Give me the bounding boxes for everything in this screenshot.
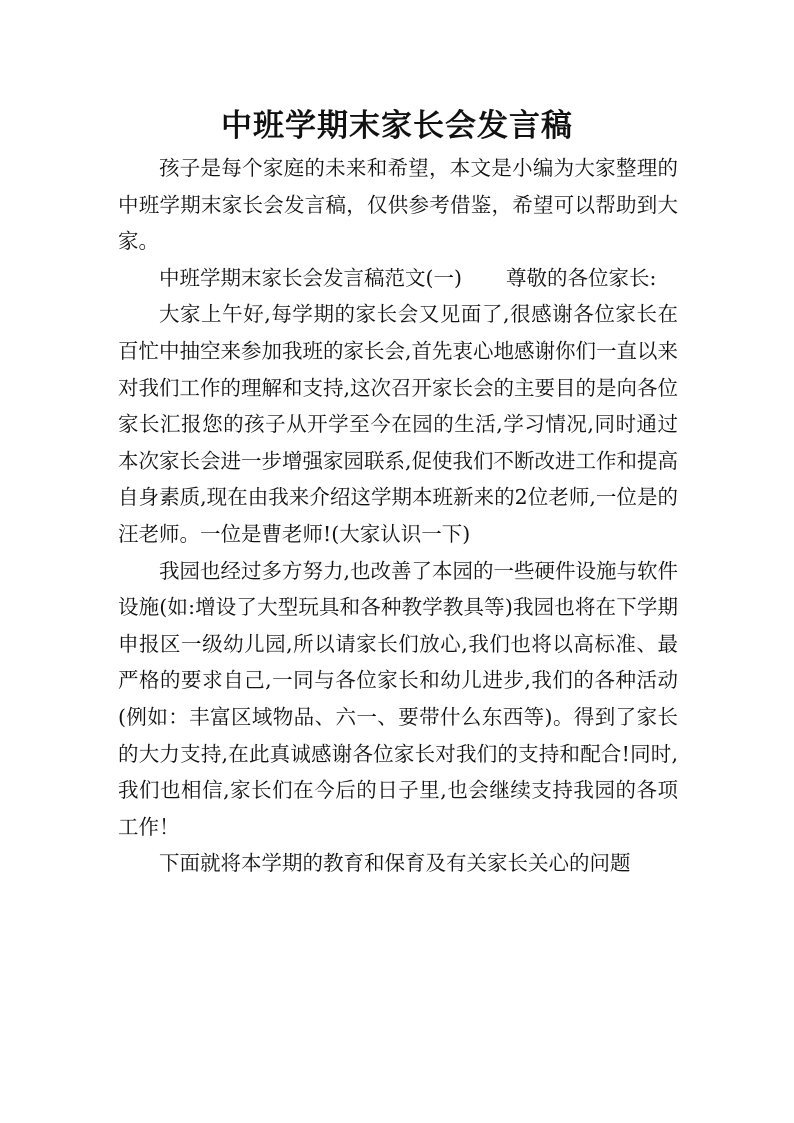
document-title: 中班学期末家长会发言稿: [221, 108, 573, 144]
body-paragraph-1: 大家上午好,每学期的家长会又见面了,很感谢各位家长在百忙中抽空来参加我班的家长会,首先衷心地感谢你们一直以来对我们工作的理解和支持,这次召开家长会的主要目的是向各位家长汇报您的孩子从开学至今在园的生活,学习情况,同时通过本次家长会进一步增强家园联系,促使我们不断改进工作和提高自身素质,现在由我来介绍这学期本班新来的2位老师,一位是的汪老师。一位是曹老师!(大家认识一下): [118, 302, 679, 546]
salutation: 尊敬的各位家长:: [506, 265, 657, 290]
body-paragraph-2: 我园也经过多方努力,也改善了本园的一些硬件设施与软件设施(如:增设了大型玩具和各种教学教具等)我园也将在下学期申报区一级幼儿园,所以请家长们放心,我们也将以高标准、最严格的要求自己,一同与各位家长和幼儿进步,我们的各种活动(例如：丰富区域物品、六一、要带什么东西等)。得到了家长的大力支持,在此真诚感谢各位家长对我们的支持和配合!同时,我们也相信,家长们在今后的日子里,也会继续支持我园的各项工作！: [118, 558, 679, 839]
body-paragraph-3: 下面就将本学期的教育和保育及有关家长关心的问题: [159, 851, 631, 876]
section-heading-line: [118, 260, 678, 297]
section-heading: 中班学期末家长会发言稿范文(一): [159, 265, 462, 290]
intro-paragraph: 孩子是每个家庭的未来和希望，本文是小编为大家整理的中班学期末家长会发言稿，仅供参考借鉴，希望可以帮助到大家。: [118, 156, 678, 254]
document-body: [118, 150, 678, 882]
